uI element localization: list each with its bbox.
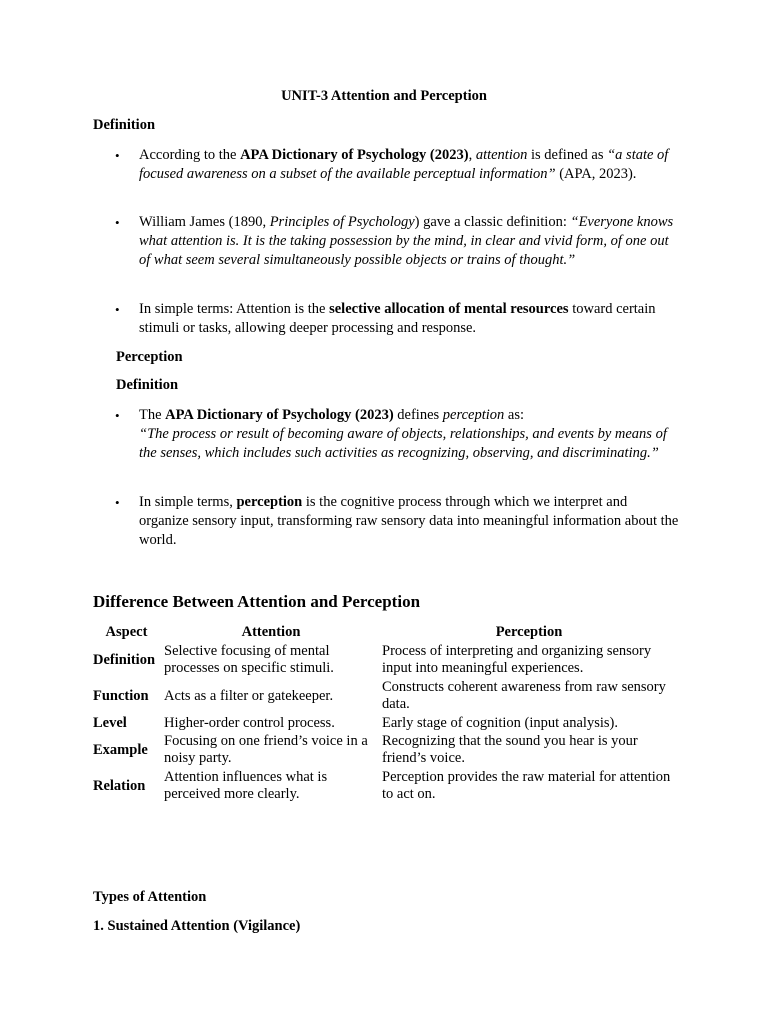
table-cell: Acts as a filter or gatekeeper. bbox=[164, 687, 334, 704]
list-item-simple-attention bbox=[139, 300, 679, 338]
column-header: Aspect bbox=[105, 624, 148, 640]
table-cell: Relation bbox=[93, 777, 146, 794]
apa-citation: APA Dictionary of Psychology (2023) bbox=[165, 407, 394, 423]
perception-definition-heading: Definition bbox=[116, 377, 179, 393]
table-cell: Focusing on one friend’s voice in a noisy party. bbox=[164, 733, 368, 766]
table-cell: Higher-order control process. bbox=[164, 714, 335, 731]
table-cell: Selective focusing of mental processes on specific stimuli. bbox=[164, 643, 334, 676]
text: toward certain stimuli or tasks, allowing deeper processing and response. bbox=[139, 301, 656, 337]
text: According to the bbox=[139, 147, 241, 163]
perception-heading: Perception bbox=[116, 349, 183, 365]
table-row bbox=[91, 732, 678, 768]
sustained-attention-heading: 1. Sustained Attention (Vigilance) bbox=[93, 918, 301, 934]
text: (APA, 2023). bbox=[555, 166, 637, 183]
table-cell: Process of interpreting and organizing sensory input into meaningful experiences. bbox=[382, 643, 652, 676]
quote: “Everyone knows what attention is. It is the taking possession by the mind, in clear and vivid form, of one out of what seem several simultaneously possible objects or trains of thought.” bbox=[139, 214, 674, 269]
column-header: Perception bbox=[495, 624, 563, 640]
table-row bbox=[91, 714, 678, 732]
apa-citation: APA Dictionary of Psychology (2023) bbox=[240, 147, 469, 163]
list-item-apa-attention bbox=[139, 146, 679, 184]
list-item-william-james bbox=[139, 213, 679, 271]
book-title: Principles of Psychology bbox=[269, 214, 415, 230]
table-row bbox=[91, 642, 678, 678]
column-header: Attention bbox=[241, 624, 301, 640]
table-cell: Attention influences what is perceived more clearly. bbox=[164, 769, 328, 802]
table-cell: Level bbox=[93, 714, 127, 731]
table-cell: Recognizing that the sound you hear is your friend’s voice. bbox=[382, 733, 638, 766]
key-term: perception bbox=[236, 494, 303, 510]
table-cell: Example bbox=[93, 741, 148, 758]
quote: “The process or result of becoming aware of objects, relationships, and events by means of the senses, which includes such activities as recognizing, observing, and discriminating.” bbox=[139, 426, 667, 462]
text: ) gave a classic definition: bbox=[414, 214, 571, 230]
types-of-attention-heading: Types of Attention bbox=[93, 889, 207, 905]
table-cell: Early stage of cognition (input analysis). bbox=[382, 714, 618, 731]
text: is the cognitive process through which we interpret and organize sensory input, transforming raw sensory data into meaningful information about the world. bbox=[139, 494, 679, 549]
table-cell: Perception provides the raw material for attention to act on. bbox=[382, 769, 671, 802]
text: William James (1890, bbox=[139, 214, 270, 230]
list-item-simple-perception bbox=[139, 493, 679, 551]
term-perception: perception bbox=[442, 407, 505, 423]
text: In simple terms, bbox=[139, 494, 237, 510]
text: In simple terms: Attention is the bbox=[139, 301, 330, 317]
table-cell: Definition bbox=[93, 651, 156, 668]
term-attention: attention bbox=[475, 147, 528, 163]
difference-heading: Difference Between Attention and Perception bbox=[93, 592, 421, 611]
table-cell: Constructs coherent awareness from raw sensory data. bbox=[382, 679, 666, 712]
table-row bbox=[91, 768, 678, 804]
key-phrase: selective allocation of mental resources bbox=[329, 301, 569, 317]
table-cell: Function bbox=[93, 687, 149, 704]
attention-definition-heading: Definition bbox=[93, 117, 156, 133]
list-item-apa-perception bbox=[139, 406, 679, 464]
text: The bbox=[139, 407, 166, 423]
text: is defined as bbox=[527, 147, 608, 163]
table-header-row bbox=[91, 623, 678, 642]
table-row bbox=[91, 678, 678, 714]
text: defines bbox=[393, 407, 443, 423]
text: , bbox=[468, 147, 476, 163]
text: as: bbox=[504, 407, 524, 423]
comparison-table bbox=[91, 623, 678, 804]
page-title: UNIT-3 Attention and Perception bbox=[281, 88, 487, 104]
quote: “a state of focused awareness on a subset of the available perceptual information” bbox=[139, 147, 669, 183]
